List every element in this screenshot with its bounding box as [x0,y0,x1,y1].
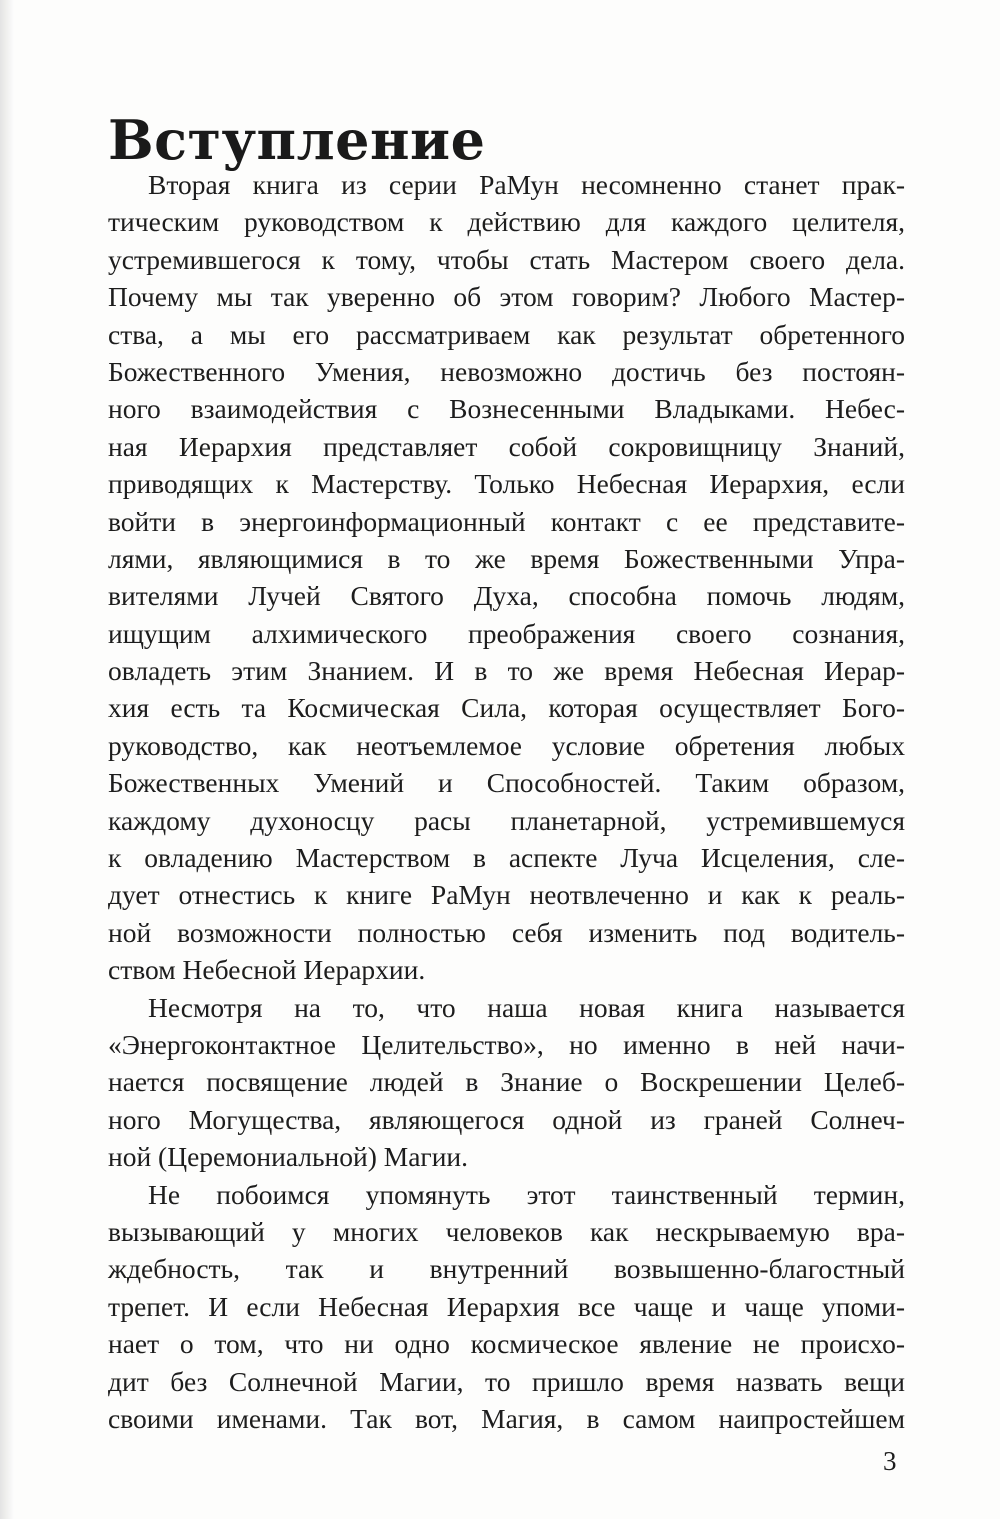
text-line: своими именами. Так вот, Магия, в самом наипростейшем [108,1402,905,1434]
text-line: дует отнестись к книге РаМун неотвлеченно и как к реаль- [108,879,905,911]
text-line: к овладению Мастерством в аспекте Луча Исцеления, сле- [108,842,905,874]
text-line: ного Могущества, являющегося одной из граней Солнеч- [108,1103,905,1135]
text-line: лями, являющимися в то же время Божественными Упра- [108,542,905,574]
text-line: трепет. И если Небесная Иерархия все чаще и чаще упоми- [108,1290,905,1322]
text-line: нает о том, что ни одно космическое явление не происхо- [108,1328,905,1360]
paragraph [108,989,905,1176]
text-line: ной возможности полностью себя изменить под водитель- [108,916,905,948]
text-line: ная Иерархия представляет собой сокровищницу Знаний, [108,430,905,462]
text-line: Божественных Умений и Способностей. Таким образом, [108,767,905,799]
paragraph [108,166,905,989]
text-line: вызывающий у многих человеков как нескрываемую вра- [108,1215,905,1247]
page-number: 3 [883,1446,897,1476]
body-text [108,166,905,1437]
text-line: приводящих к Мастерству. Только Небесная Иерархия, если [108,468,905,500]
text-line: дит без Солнечной Магии, то пришло время назвать вещи [108,1365,905,1397]
text-line: войти в энергоинформационный контакт с ее представите- [108,505,905,537]
chapter-title: Вступление [108,108,486,173]
text-line: ного взаимодействия с Вознесенными Владыками. Небес- [108,393,905,425]
text-line: Божественного Умения, невозможно достичь без постоян- [108,355,905,387]
text-line: устремившегося к тому, чтобы стать Мастером своего дела. [108,243,905,275]
text-line: Несмотря на то, что наша новая книга называется [148,991,905,1023]
text-line: ной (Церемониальной) Магии. [108,1141,468,1173]
text-line: каждому духоносцу расы планетарной, устремившемуся [108,804,905,836]
text-line: Почему мы так уверенно об этом говорим? Любого Мастер- [108,281,905,313]
text-line: ством Небесной Иерархии. [108,954,426,986]
text-line: овладеть этим Знанием. И в то же время Небесная Иерар- [108,655,905,687]
text-line: ства, а мы его рассматриваем как результат обретенного [108,318,905,350]
text-line: нается посвящение людей в Знание о Воскрешении Целеб- [108,1066,905,1098]
paragraph [108,1176,905,1438]
text-line: тическим руководством к действию для каждого целителя, [108,206,905,238]
text-line: «Энергоконтактное Целительство», но именно в ней начи- [108,1028,905,1060]
text-line: Вторая книга из серии РаМун несомненно станет прак- [148,169,905,200]
text-line: хия есть та Космическая Сила, которая осуществляет Бого- [108,692,905,724]
text-line: вителями Лучей Святого Духа, способна помочь людям, [108,580,905,612]
text-line: Не побоимся упомянуть этот таинственный термин, [148,1178,905,1210]
text-line: ищущим алхимического преображения своего сознания, [108,617,905,649]
text-line: ждебность, так и внутренний возвышенно-благостный [108,1253,905,1285]
scan-edge-shadow [0,0,14,1519]
text-line: руководство, как неотъемлемое условие обретения любых [108,729,905,761]
